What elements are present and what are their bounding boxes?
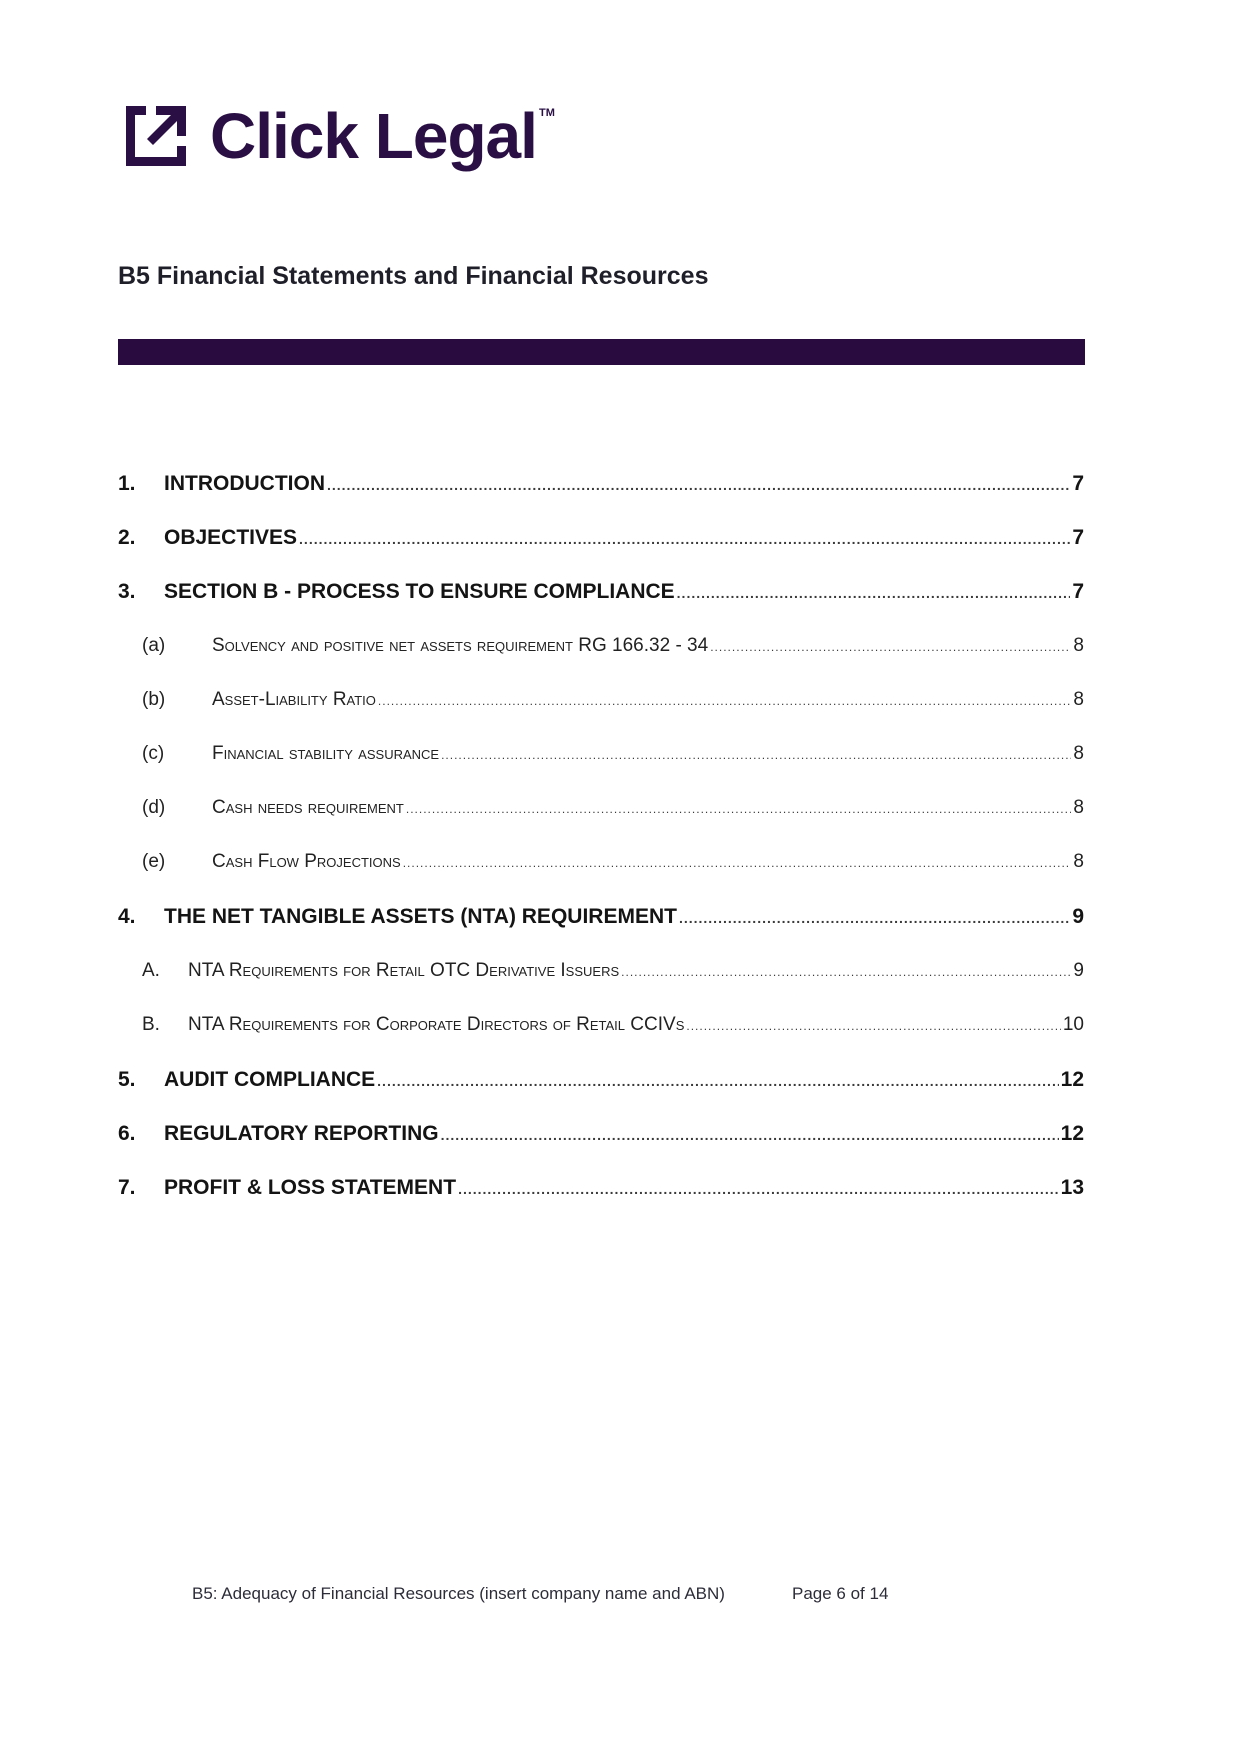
toc-label: Asset-Liability Ratio bbox=[212, 689, 376, 710]
toc-page: 8 bbox=[1073, 635, 1084, 656]
footer-page-number: Page 6 of 14 bbox=[792, 1584, 889, 1603]
toc-entry[interactable] bbox=[118, 580, 1084, 614]
toc-number: 7. bbox=[118, 1176, 136, 1199]
footer-document-label: B5: Adequacy of Financial Resources (insert company name and ABN) bbox=[192, 1584, 725, 1603]
toc-leader bbox=[441, 748, 1071, 762]
toc-leader bbox=[441, 1127, 1059, 1143]
toc-leader bbox=[710, 640, 1071, 654]
title-accent-bar bbox=[118, 339, 1085, 365]
toc-leader bbox=[327, 477, 1070, 493]
toc-leader bbox=[406, 802, 1072, 816]
toc-number: (d) bbox=[142, 797, 166, 818]
toc-leader bbox=[299, 531, 1070, 547]
toc-leader bbox=[377, 1073, 1058, 1089]
toc-number: 2. bbox=[118, 526, 136, 549]
toc-number: (c) bbox=[142, 743, 165, 764]
toc-entry[interactable] bbox=[118, 905, 1084, 939]
toc-page: 9 bbox=[1072, 905, 1084, 928]
toc-page: 7 bbox=[1072, 472, 1084, 495]
toc-label: NTA Requirements for Corporate Directors of Retail CCIVs bbox=[188, 1014, 685, 1035]
toc-leader bbox=[458, 1181, 1059, 1197]
toc-leader bbox=[378, 694, 1072, 708]
toc-number: (a) bbox=[142, 635, 166, 656]
brand-logo bbox=[120, 98, 555, 174]
toc-page: 10 bbox=[1062, 1014, 1084, 1035]
toc-page: 8 bbox=[1073, 797, 1084, 818]
toc-number: 1. bbox=[118, 472, 136, 495]
toc-entry[interactable] bbox=[118, 960, 1084, 994]
toc-page: 7 bbox=[1072, 526, 1084, 549]
toc-entry[interactable] bbox=[118, 851, 1084, 885]
toc-entry[interactable] bbox=[118, 1122, 1084, 1156]
toc-label: NTA Requirements for Retail OTC Derivative Issuers bbox=[188, 960, 620, 981]
toc-page: 8 bbox=[1073, 689, 1084, 710]
toc-leader bbox=[403, 856, 1072, 870]
toc-page: 12 bbox=[1060, 1068, 1084, 1091]
toc-number: 3. bbox=[118, 580, 136, 603]
toc-page: 8 bbox=[1073, 743, 1084, 764]
toc-label: Cash needs requirement bbox=[212, 797, 404, 818]
toc-number: B. bbox=[142, 1014, 160, 1035]
toc-number: (e) bbox=[142, 851, 166, 872]
toc-entry[interactable] bbox=[118, 1176, 1084, 1210]
document-title: B5 Financial Statements and Financial Resources bbox=[118, 262, 709, 290]
toc-label: Cash Flow Projections bbox=[212, 851, 401, 872]
toc-label: THE NET TANGIBLE ASSETS (NTA) REQUIREMENT bbox=[164, 905, 677, 928]
toc-entry[interactable] bbox=[118, 635, 1084, 669]
toc-number: 5. bbox=[118, 1068, 136, 1091]
toc-entry[interactable] bbox=[118, 689, 1084, 723]
toc-leader bbox=[621, 965, 1071, 979]
toc-entry[interactable] bbox=[118, 472, 1084, 506]
toc-label: REGULATORY REPORTING bbox=[164, 1122, 439, 1145]
toc-page: 9 bbox=[1073, 960, 1084, 981]
toc-number: A. bbox=[142, 960, 160, 981]
toc-number: (b) bbox=[142, 689, 166, 710]
toc-entry[interactable] bbox=[118, 1014, 1084, 1048]
toc-leader bbox=[686, 1019, 1060, 1033]
brand-name: Click Legal TM bbox=[210, 100, 555, 172]
toc-number: 6. bbox=[118, 1122, 136, 1145]
toc-label: Financial stability assurance bbox=[212, 743, 440, 764]
toc-number: 4. bbox=[118, 905, 136, 928]
toc-entry[interactable] bbox=[118, 1068, 1084, 1102]
trademark-mark: TM bbox=[539, 107, 555, 119]
toc-page: 7 bbox=[1072, 580, 1084, 603]
toc-label: SECTION B - PROCESS TO ENSURE COMPLIANCE bbox=[164, 580, 675, 603]
toc-entry[interactable] bbox=[118, 797, 1084, 831]
toc-page: 13 bbox=[1060, 1176, 1084, 1199]
toc-label: AUDIT COMPLIANCE bbox=[164, 1068, 376, 1091]
toc-page: 12 bbox=[1060, 1122, 1084, 1145]
toc-label: INTRODUCTION bbox=[164, 472, 325, 495]
toc-label: PROFIT & LOSS STATEMENT bbox=[164, 1176, 457, 1199]
toc-entry[interactable] bbox=[118, 526, 1084, 560]
toc-label: OBJECTIVES bbox=[164, 526, 298, 549]
click-legal-arrow-icon bbox=[120, 100, 192, 172]
toc-label: Solvency and positive net assets requirement RG 166.32 - 34 bbox=[212, 635, 709, 656]
toc-entry[interactable] bbox=[118, 743, 1084, 777]
toc-leader bbox=[677, 585, 1071, 601]
toc-page: 8 bbox=[1073, 851, 1084, 872]
toc-leader bbox=[679, 910, 1070, 926]
